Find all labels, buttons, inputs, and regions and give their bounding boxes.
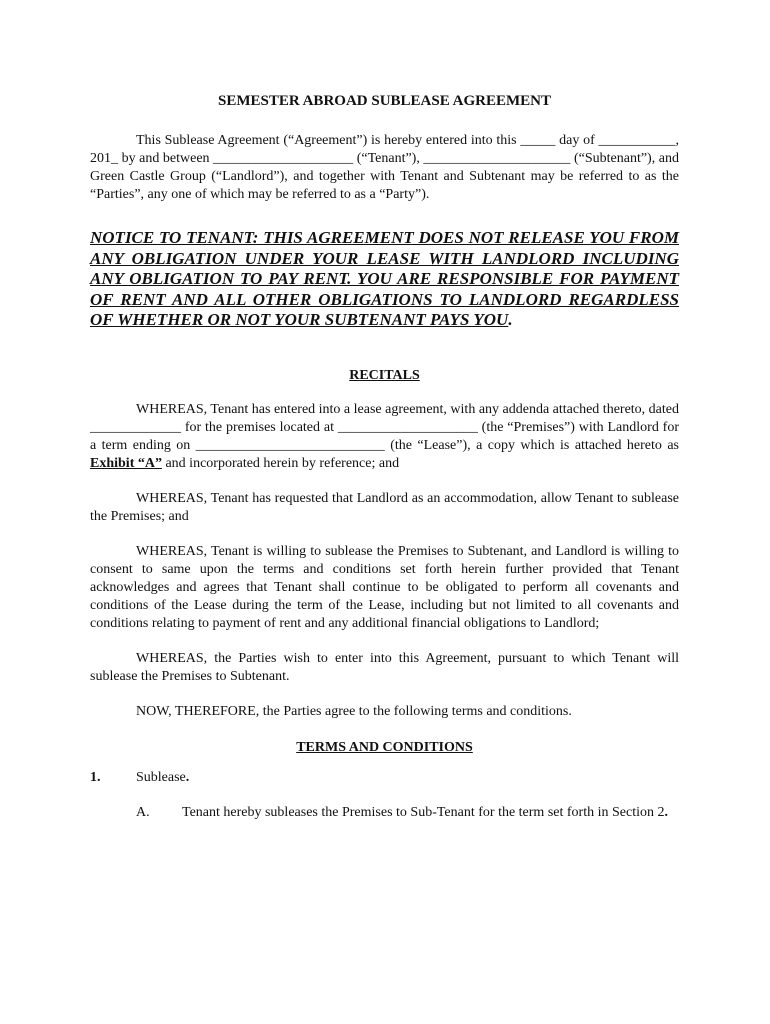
- recitals-heading: RECITALS: [349, 367, 420, 383]
- terms-heading: TERMS AND CONDITIONS: [296, 739, 473, 755]
- section-1-heading: [90, 769, 679, 787]
- section-1-number: 1.: [90, 769, 101, 785]
- section-1a-period: .: [664, 804, 668, 820]
- section-1a-paragraph: [90, 804, 679, 822]
- document-body: [90, 92, 679, 822]
- notice-text: NOTICE TO TENANT: THIS AGREEMENT DOES NOT RELEASE YOU FROM ANY OBLIGATION UNDER YOUR LEASE WITH LANDLORD INCLUDING ANY OBLIGATION TO PAY RENT. YOU ARE RESPONSIBLE FOR PAYMENT OF RENT AND ALL OTHER OBLIGATIONS TO LANDLORD REGARDLESS OF WHETHER OR NOT YOUR SUBTENANT PAYS YOU: [90, 228, 679, 329]
- exhibit-a-reference: Exhibit “A”: [90, 455, 162, 471]
- whereas-paragraph-3: WHEREAS, Tenant is willing to sublease the Premises to Subtenant, and Landlord is willing to consent to same upon the terms and conditions set forth herein further provided that Tenant acknowledges and agrees that Tenant shall continue to be obligated to perform all covenants and conditions of the Lease during the term of the Lease, including but not limited to all covenants and conditions relating to payment of rent and any additional financial obligations to Landlord;: [90, 543, 679, 631]
- intro-paragraph: This Sublease Agreement (“Agreement”) is hereby entered into this _____ day of ___________, 201_ by and between ____________________ (“Tenant”), _____________________ (“Subtenant”), and Green Castle Group (“Landlord”), and together with Tenant and Subtenant may be referred to as the “Parties”, any one of which may be referred to as a “Party”).: [90, 133, 679, 202]
- notice-to-tenant: [90, 228, 679, 331]
- whereas-paragraph-2: WHEREAS, Tenant has requested that Landlord as an accommodation, allow Tenant to sublease the Premises; and: [90, 490, 679, 524]
- now-therefore-paragraph: NOW, THEREFORE, the Parties agree to the following terms and conditions.: [136, 703, 572, 719]
- document-title: SEMESTER ABROAD SUBLEASE AGREEMENT: [217, 93, 551, 109]
- section-1-title-period: .: [185, 769, 190, 785]
- section-1a-text: Tenant hereby subleases the Premises to Sub-Tenant for the term set forth in Section 2: [182, 804, 665, 820]
- whereas-paragraph-4: WHEREAS, the Parties wish to enter into this Agreement, pursuant to which Tenant will sublease the Premises to Subtenant.: [90, 650, 679, 684]
- section-1-title: Sublease: [136, 769, 186, 785]
- section-1a-label: A.: [136, 804, 150, 820]
- whereas-1-text: WHEREAS, Tenant has entered into a lease agreement, with any addenda attached thereto, dated _____________ for the premises located at ____________________ (the “Premises”) with Landlord for a term ending on ___________________________ (the “Lease”), a copy which is attached hereto as: [90, 401, 679, 453]
- whereas-paragraph-1: [90, 401, 679, 473]
- section-1-title-wrap: [136, 769, 189, 787]
- notice-period: .: [508, 310, 513, 329]
- whereas-1-text-end: and incorporated herein by reference; and: [161, 455, 400, 471]
